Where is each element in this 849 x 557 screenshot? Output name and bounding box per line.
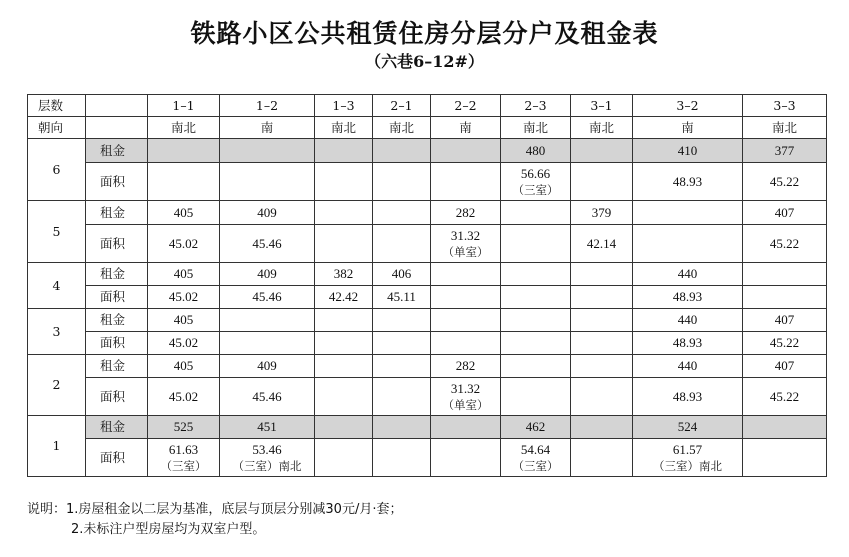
floor-number: 1 <box>28 416 86 477</box>
rent-cell <box>373 201 431 225</box>
rent-cell <box>501 309 571 332</box>
area-cell <box>633 225 743 263</box>
area-cell <box>220 332 315 355</box>
area-cell <box>148 225 220 263</box>
rent-cell <box>743 309 827 332</box>
rent-cell <box>315 416 373 439</box>
rent-cell <box>743 201 827 225</box>
area-cell <box>633 439 743 477</box>
rent-label: 租金 <box>86 139 148 163</box>
rent-cell <box>501 201 571 225</box>
floor-number: 3 <box>28 309 86 355</box>
area-value: 45.11 <box>387 289 416 304</box>
rent-value: 382 <box>333 266 354 281</box>
unit-header: 1–3 <box>315 95 373 117</box>
area-label: 面积 <box>86 163 148 201</box>
rent-cell <box>571 263 633 286</box>
rent-value: 524 <box>677 419 698 434</box>
rent-value: 282 <box>455 358 476 373</box>
rent-cell <box>373 263 431 286</box>
area-cell <box>743 286 827 309</box>
orientation-header-label: 朝向 <box>28 117 86 139</box>
rent-value: 409 <box>257 204 277 220</box>
rent-cell <box>743 139 827 163</box>
rent-row <box>28 355 827 378</box>
area-value: 45.02 <box>168 388 199 404</box>
area-row <box>28 439 827 477</box>
area-cell <box>220 225 315 263</box>
area-value: 45.22 <box>769 335 800 350</box>
rent-cell <box>571 309 633 332</box>
area-cell <box>571 225 633 263</box>
area-cell <box>148 163 220 201</box>
area-value: 48.93 <box>672 388 703 404</box>
area-cell <box>315 225 373 263</box>
area-value: 61.57 <box>672 441 703 457</box>
area-cell <box>743 378 827 416</box>
rent-cell <box>315 201 373 225</box>
unit-header: 1–2 <box>220 95 315 117</box>
area-cell <box>743 163 827 201</box>
rent-cell <box>633 263 743 286</box>
rent-cell <box>743 416 827 439</box>
rent-value: 525 <box>173 419 194 434</box>
area-value: 48.93 <box>672 173 703 189</box>
rent-cell <box>315 139 373 163</box>
area-value: 45.22 <box>769 235 800 251</box>
rent-cell <box>633 355 743 378</box>
rent-cell <box>373 355 431 378</box>
unit-type-note: （三室） <box>512 182 559 197</box>
area-value: 53.46 <box>252 441 282 457</box>
area-cell <box>148 286 220 309</box>
page-title: 铁路小区公共租赁住房分层分户及租金表 <box>190 19 659 48</box>
rent-value: 451 <box>257 419 277 434</box>
orientation-header: 南北 <box>373 117 431 139</box>
note-line-2: 2.未标注户型房屋均为双室户型。 <box>71 522 266 537</box>
area-cell <box>431 286 501 309</box>
area-value: 48.93 <box>672 335 703 350</box>
rent-value: 282 <box>455 204 476 220</box>
rent-cell <box>501 139 571 163</box>
rent-cell <box>633 416 743 439</box>
floor-number: 4 <box>28 263 86 309</box>
area-row <box>28 163 827 201</box>
area-cell <box>431 225 501 263</box>
orientation-header: 南 <box>220 117 315 139</box>
rent-row <box>28 416 827 439</box>
unit-header: 3–3 <box>743 95 827 117</box>
area-cell <box>501 332 571 355</box>
area-cell <box>373 439 431 477</box>
area-cell <box>743 332 827 355</box>
rent-value: 407 <box>774 358 795 373</box>
area-cell <box>571 163 633 201</box>
unit-type-note: （单室） <box>442 244 489 259</box>
unit-header: 1–1 <box>148 95 220 117</box>
area-value: 54.64 <box>520 441 551 457</box>
rent-label: 租金 <box>86 355 148 378</box>
rent-cell <box>373 139 431 163</box>
orientation-header: 南北 <box>571 117 633 139</box>
area-value: 45.02 <box>168 289 199 304</box>
rent-cell <box>633 139 743 163</box>
area-cell <box>743 225 827 263</box>
rent-label: 租金 <box>86 309 148 332</box>
header-row-orientation <box>28 117 827 139</box>
area-label: 面积 <box>86 286 148 309</box>
area-value: 45.46 <box>252 289 282 304</box>
rent-cell <box>501 355 571 378</box>
unit-type-note: （三室）南北 <box>653 458 722 473</box>
area-cell <box>148 439 220 477</box>
floor-number: 6 <box>28 139 86 201</box>
rent-cell <box>501 416 571 439</box>
unit-type-note: （三室） <box>160 458 207 473</box>
area-cell <box>633 163 743 201</box>
area-value: 45.46 <box>252 235 282 251</box>
unit-type-note: （单室） <box>442 397 489 412</box>
rent-cell <box>220 139 315 163</box>
rent-label: 租金 <box>86 263 148 286</box>
area-cell <box>315 378 373 416</box>
rent-cell <box>315 355 373 378</box>
area-cell <box>501 439 571 477</box>
rent-cell <box>571 139 633 163</box>
area-cell <box>315 439 373 477</box>
area-value: 48.93 <box>672 289 703 304</box>
notes <box>27 500 402 540</box>
orientation-header: 南北 <box>743 117 827 139</box>
area-value: 45.02 <box>168 235 199 251</box>
unit-header: 3–1 <box>571 95 633 117</box>
rent-cell <box>220 309 315 332</box>
unit-type-note: （三室）南北 <box>232 458 302 473</box>
rent-value: 462 <box>525 419 546 434</box>
rent-value: 409 <box>257 358 277 373</box>
orientation-header: 南北 <box>148 117 220 139</box>
area-row <box>28 332 827 355</box>
area-cell <box>501 225 571 263</box>
rent-cell <box>431 201 501 225</box>
rent-cell <box>571 355 633 378</box>
area-value: 42.42 <box>328 289 359 304</box>
area-cell <box>220 286 315 309</box>
rent-value: 480 <box>525 142 546 158</box>
rent-row <box>28 263 827 286</box>
area-cell <box>220 163 315 201</box>
rent-cell <box>373 309 431 332</box>
rent-cell <box>743 355 827 378</box>
area-cell <box>373 332 431 355</box>
rent-cell <box>633 309 743 332</box>
unit-header: 2–2 <box>431 95 501 117</box>
rent-cell <box>315 309 373 332</box>
rent-value: 405 <box>173 204 194 220</box>
rent-label: 租金 <box>86 201 148 225</box>
area-cell <box>431 439 501 477</box>
floor-number: 2 <box>28 355 86 416</box>
rent-cell <box>373 416 431 439</box>
area-cell <box>373 286 431 309</box>
rent-value: 409 <box>257 266 277 281</box>
rent-cell <box>148 139 220 163</box>
rent-value: 406 <box>391 266 412 281</box>
rent-value: 410 <box>677 142 698 158</box>
rent-cell <box>501 263 571 286</box>
orientation-header: 南 <box>633 117 743 139</box>
orientation-header: 南北 <box>501 117 571 139</box>
header-blank <box>86 117 148 139</box>
area-cell <box>148 332 220 355</box>
area-value: 61.63 <box>168 441 199 457</box>
area-cell <box>571 378 633 416</box>
area-cell <box>501 378 571 416</box>
note-line-1: 说明：1.房屋租金以二层为基准，底层与顶层分别减30元/月·套； <box>27 502 403 517</box>
area-cell <box>373 225 431 263</box>
rent-value: 440 <box>677 358 698 373</box>
rent-value: 407 <box>774 204 795 220</box>
header-row-units <box>28 95 827 117</box>
rent-cell <box>148 263 220 286</box>
orientation-header: 南北 <box>315 117 373 139</box>
area-label: 面积 <box>86 225 148 263</box>
area-value: 31.32 <box>450 380 481 396</box>
rent-table <box>27 94 827 477</box>
area-cell <box>633 378 743 416</box>
area-cell <box>373 163 431 201</box>
area-label: 面积 <box>86 378 148 416</box>
area-cell <box>633 286 743 309</box>
rent-cell <box>743 263 827 286</box>
rent-cell <box>148 416 220 439</box>
rent-cell <box>220 263 315 286</box>
rent-cell <box>148 355 220 378</box>
area-cell <box>633 332 743 355</box>
rent-row <box>28 201 827 225</box>
rent-cell <box>220 416 315 439</box>
area-value: 31.32 <box>450 227 481 243</box>
page-subtitle: （六巷6–12#） <box>365 52 484 71</box>
area-cell <box>431 163 501 201</box>
area-cell <box>743 439 827 477</box>
rent-cell <box>571 416 633 439</box>
rent-value: 407 <box>774 312 795 327</box>
area-cell <box>501 286 571 309</box>
area-cell <box>571 332 633 355</box>
rent-cell <box>431 309 501 332</box>
unit-header: 3–2 <box>633 95 743 117</box>
unit-type-note: （三室） <box>512 458 559 473</box>
area-cell <box>315 286 373 309</box>
area-label: 面积 <box>86 332 148 355</box>
rent-cell <box>633 201 743 225</box>
rent-value: 440 <box>677 266 698 281</box>
area-cell <box>431 378 501 416</box>
rent-cell <box>220 355 315 378</box>
area-row <box>28 286 827 309</box>
rent-cell <box>571 201 633 225</box>
area-value: 45.22 <box>769 173 800 189</box>
area-cell <box>571 439 633 477</box>
area-cell <box>220 439 315 477</box>
rent-cell <box>431 263 501 286</box>
orientation-header: 南 <box>431 117 501 139</box>
area-value: 45.22 <box>769 388 800 404</box>
area-cell <box>431 332 501 355</box>
rent-cell <box>431 355 501 378</box>
area-cell <box>373 378 431 416</box>
rent-value: 405 <box>173 266 194 281</box>
area-cell <box>571 286 633 309</box>
header-blank <box>86 95 148 117</box>
area-value: 56.66 <box>520 165 551 181</box>
unit-header: 2–1 <box>373 95 431 117</box>
rent-value: 379 <box>591 204 612 220</box>
area-row <box>28 378 827 416</box>
area-row <box>28 225 827 263</box>
rent-value: 377 <box>774 142 795 158</box>
area-cell <box>501 163 571 201</box>
rent-cell <box>431 139 501 163</box>
rent-cell <box>148 309 220 332</box>
area-value: 45.46 <box>252 388 282 404</box>
area-cell <box>148 378 220 416</box>
area-cell <box>220 378 315 416</box>
rent-row <box>28 139 827 163</box>
area-value: 45.02 <box>168 335 199 350</box>
area-value: 42.14 <box>586 235 617 251</box>
rent-value: 405 <box>173 312 194 327</box>
area-cell <box>315 332 373 355</box>
rent-value: 440 <box>677 312 698 327</box>
area-label: 面积 <box>86 439 148 477</box>
rent-cell <box>148 201 220 225</box>
rent-value: 405 <box>173 358 194 373</box>
floor-header-label: 层数 <box>28 95 86 117</box>
rent-cell <box>431 416 501 439</box>
floor-number: 5 <box>28 201 86 263</box>
rent-label: 租金 <box>86 416 148 439</box>
rent-cell <box>315 263 373 286</box>
rent-row <box>28 309 827 332</box>
area-cell <box>315 163 373 201</box>
unit-header: 2–3 <box>501 95 571 117</box>
rent-cell <box>220 201 315 225</box>
